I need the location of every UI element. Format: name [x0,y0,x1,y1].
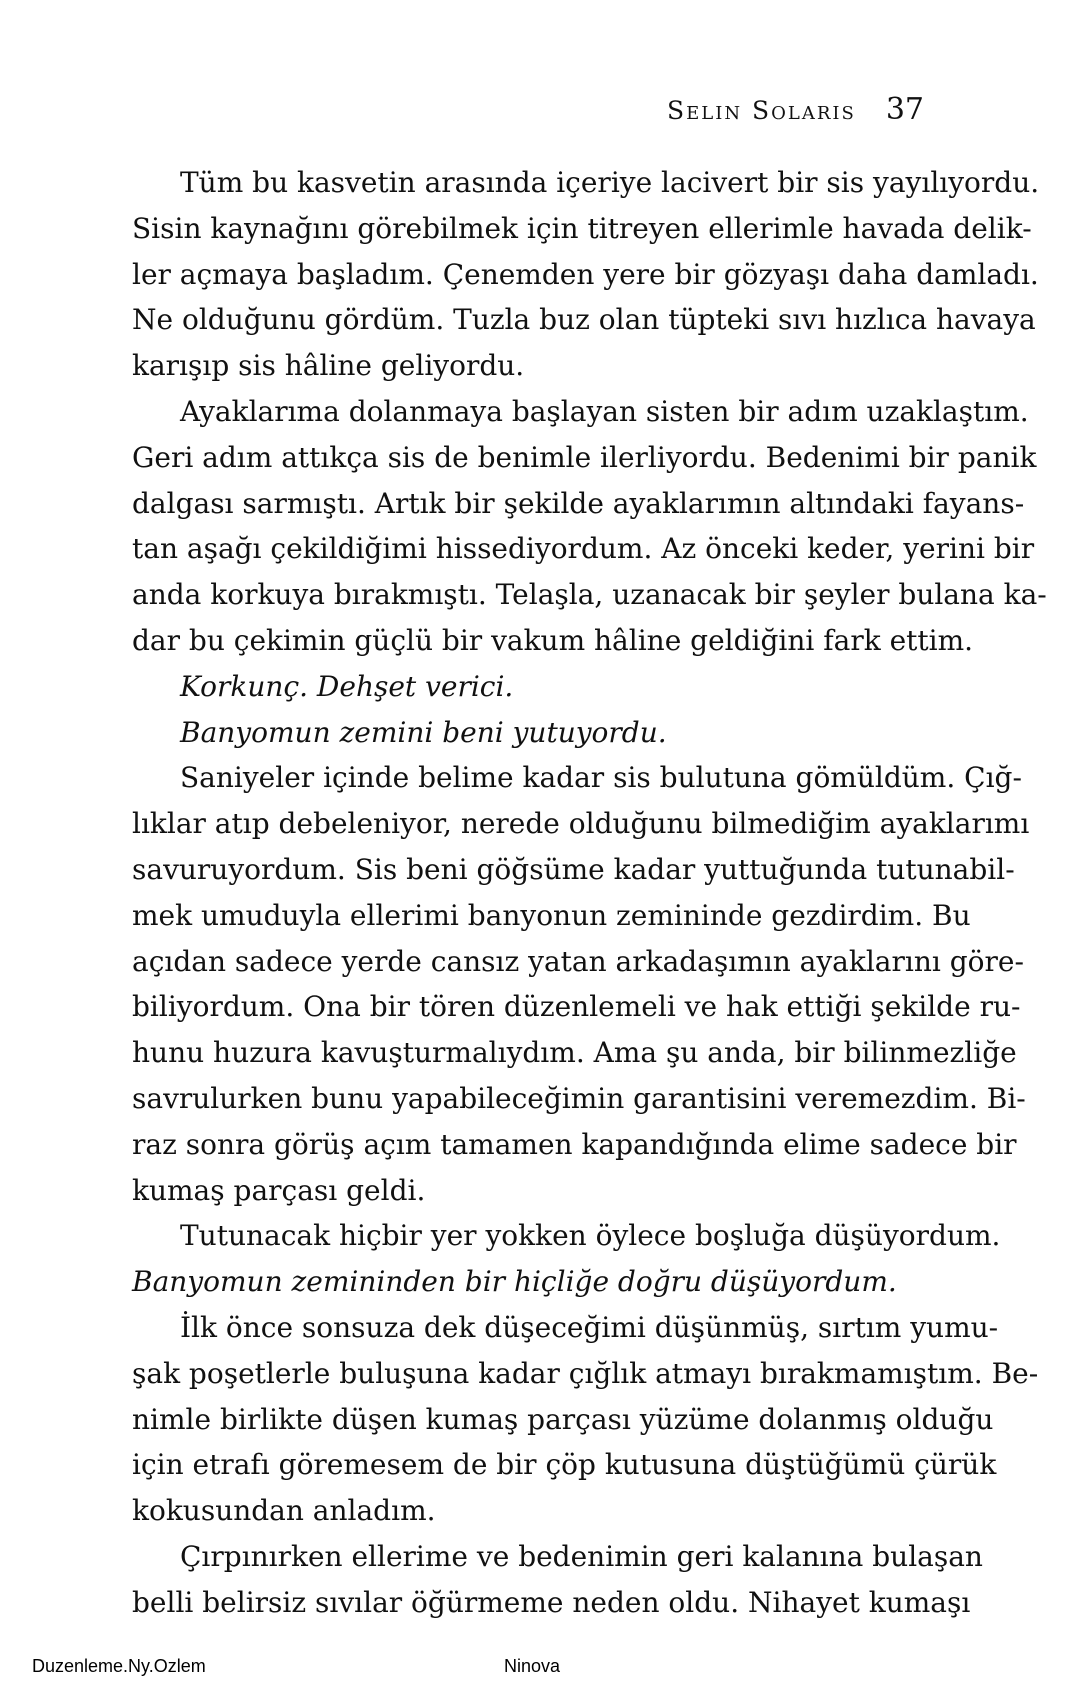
text-line: hunu huzura kavuşturmalıydım. Ama şu anda, bir bilinmezliğe [132,1036,1017,1070]
text-line: kumaş parçası geldi. [132,1173,426,1207]
text-line: İlk önce sonsuza dek düşeceğimi düşünmüş, sırtım yumu- [180,1310,999,1344]
body-text [132,160,1047,1626]
running-head [667,92,924,127]
text-line: kokusundan anladım. [132,1494,436,1528]
running-title: Selin Solaris [667,96,856,125]
page-number: 37 [885,92,924,127]
text-line: savuruyordum. Sis beni göğsüme kadar yuttuğunda tutunabil- [132,852,1015,886]
text-line: şak poşetlerle buluşuna kadar çığlık atmayı bırakmamıştım. Be- [132,1356,1039,1390]
text-line: savrulurken bunu yapabileceğimin garantisini veremezdim. Bi- [132,1081,1026,1115]
footer-credit: Duzenleme.Ny.Ozlem [32,1656,206,1676]
text-line: için etrafı göremesem de bir çöp kutusuna düştüğümü çürük [132,1448,997,1482]
text-line: raz sonra görüş açım tamamen kapandığında elime sadece bir [132,1127,1017,1161]
footer-publisher: Ninova [504,1656,561,1676]
text-line: Korkunç. Dehşet verici. [180,669,514,703]
text-line: Ne olduğunu gördüm. Tuzla buz olan tüpteki sıvı hızlıca havaya [132,303,1036,337]
text-line: ler açmaya başladım. Çenemden yere bir gözyaşı daha damladı. [132,257,1039,291]
text-line: Tüm bu kasvetin arasında içeriye lacivert bir sis yayılıyordu. [180,166,1040,199]
text-line: açıdan sadece yerde cansız yatan arkadaşımın ayaklarını göre- [132,944,1024,978]
text-line: anda korkuya bırakmıştı. Telaşla, uzanacak bir şeyler bulana ka- [132,578,1047,612]
text-line: karışıp sis hâline geliyordu. [132,349,525,383]
text-line: Sisin kaynağını görebilmek için titreyen ellerimle havada delik- [132,211,1032,245]
text-line: mek umuduyla ellerimi banyonun zemininde gezdirdim. Bu [132,898,971,932]
text-line: dalgası sarmıştı. Artık bir şekilde ayaklarımın altındaki fayans- [132,486,1025,520]
text-line: Ayaklarıma dolanmaya başlayan sisten bir adım uzaklaştım. [180,394,1029,428]
text-line: tan aşağı çekildiğimi hissediyordum. Az önceki keder, yerini bir [132,532,1035,566]
text-line: lıklar atıp debeleniyor, nerede olduğunu bilmediğim ayaklarımı [132,807,1030,841]
text-line: Geri adım attıkça sis de benimle ilerliyordu. Bedenimi bir panik [132,440,1037,474]
text-line: nimle birlikte düşen kumaş parçası yüzüme dolanmış olduğu [132,1402,994,1436]
text-line: biliyordum. Ona bir tören düzenlemeli ve hak ettiği şekilde ru- [132,990,1021,1024]
text-line: Banyomun zemini beni yutuyordu. [180,715,667,749]
text-line: Tutunacak hiçbir yer yokken öylece boşluğa düşüyordum. [180,1219,1001,1253]
text-line: belli belirsiz sıvılar öğürmeme neden oldu. Nihayet kumaşı [132,1585,971,1619]
text-line: dar bu çekimin güçlü bir vakum hâline geldiğini fark ettim. [132,623,974,657]
text-line: Banyomun zemininden bir hiçliğe doğru düşüyordum. [132,1265,897,1299]
text-line: Saniyeler içinde belime kadar sis bulutuna gömüldüm. Çığ- [180,761,1022,795]
text-line: Çırpınırken ellerime ve bedenimin geri kalanına bulaşan [180,1539,983,1573]
